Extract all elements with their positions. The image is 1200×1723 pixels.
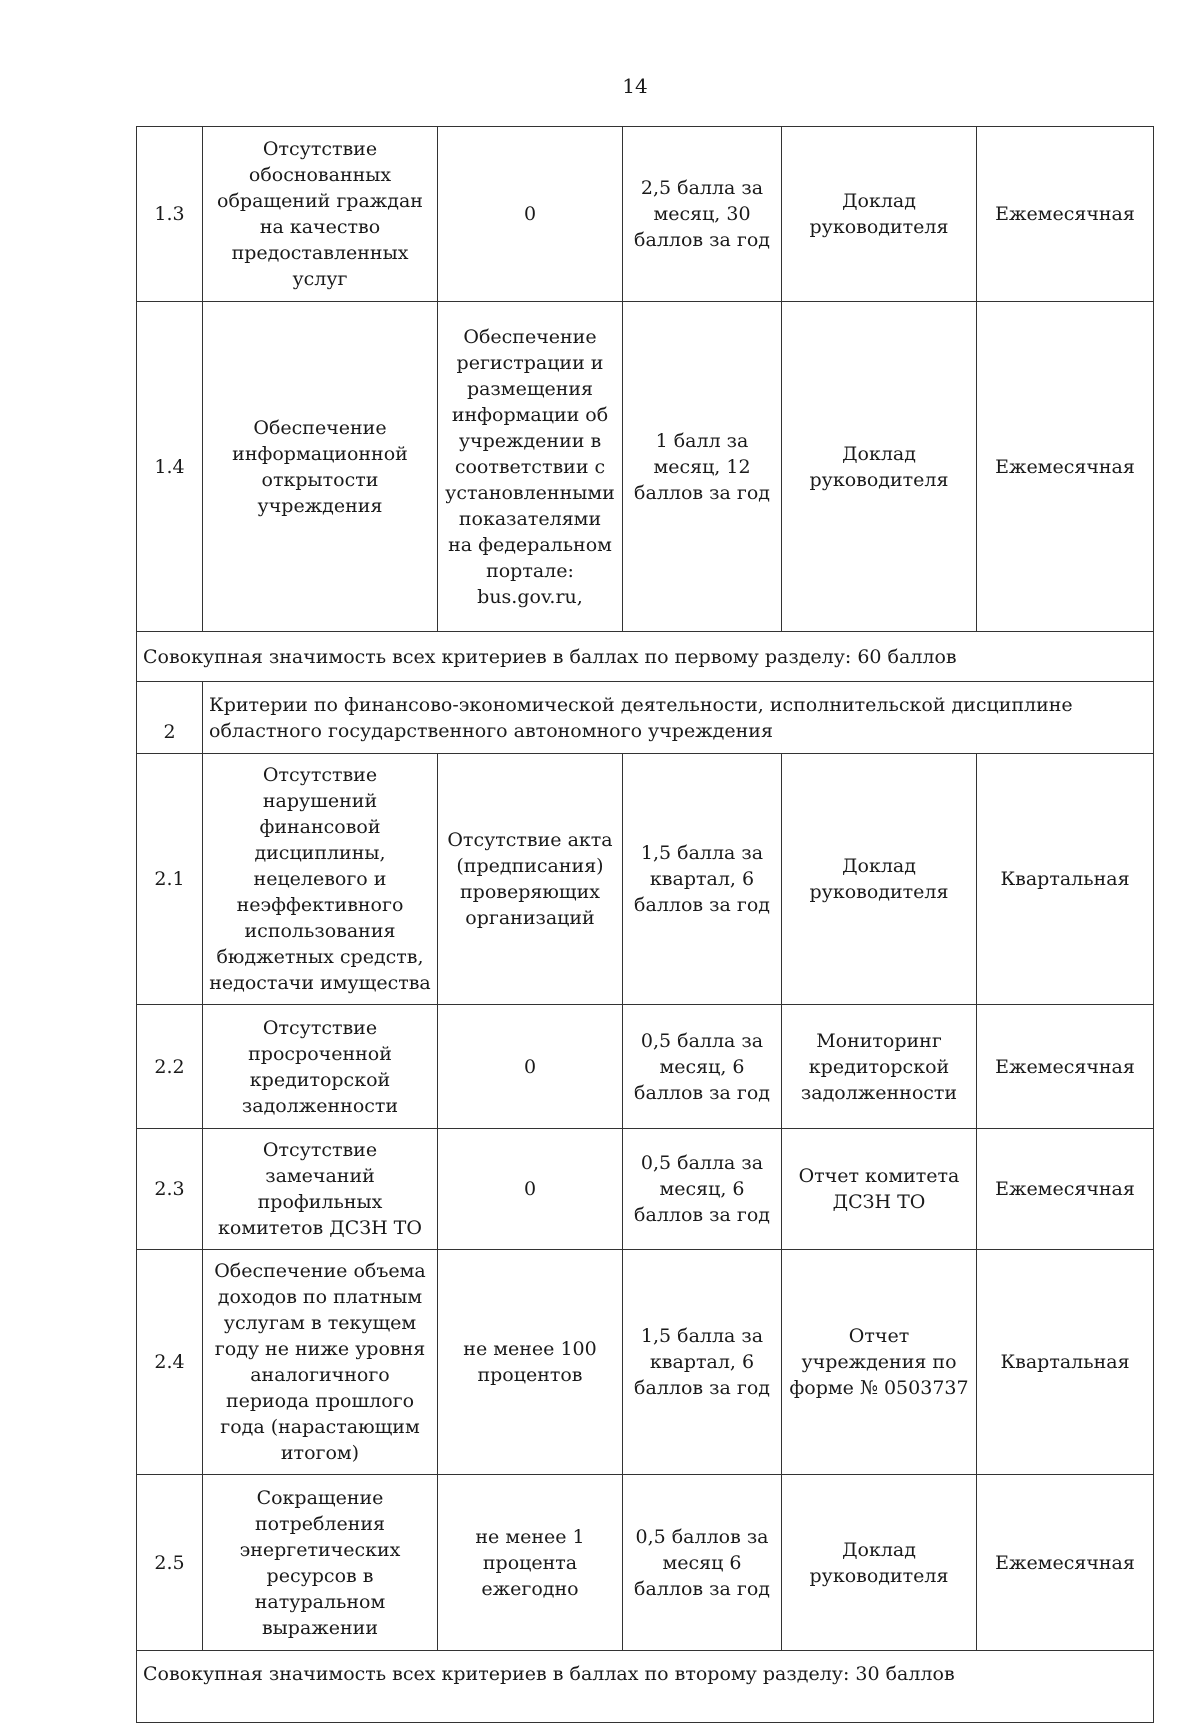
frequency-cell: Квартальная [977,1250,1154,1475]
criterion-cell: Обеспечение информационной открытости учреждения [203,302,438,632]
source-cell: Доклад руководителя [782,302,977,632]
indicator-cell: 0 [438,1129,623,1250]
section-2-total: Совокупная значимость всех критериев в баллах по второму разделу: 30 баллов [137,1651,1154,1723]
source-cell: Мониторинг кредиторской задолженности [782,1005,977,1129]
table-row [137,1250,1154,1475]
row-number: 2.3 [137,1129,203,1250]
points-cell: 1,5 балла за квартал, 6 баллов за год [623,1250,782,1475]
criterion-cell: Отсутствие просроченной кредиторской задолженности [203,1005,438,1129]
row-number: 1.4 [137,302,203,632]
frequency-cell: Ежемесячная [977,1005,1154,1129]
section-total-row [137,1651,1154,1723]
table-row [137,1475,1154,1651]
section-total-row [137,632,1154,682]
page-number: 14 [622,74,648,98]
points-cell: 0,5 балла за месяц, 6 баллов за год [623,1005,782,1129]
indicator-cell: Обеспечение регистрации и размещения информации об учреждении в соответствии с установленными показателями на федеральном портале: bus.gov.ru, [438,302,623,632]
source-cell: Доклад руководителя [782,127,977,302]
source-cell: Доклад руководителя [782,754,977,1005]
frequency-cell: Ежемесячная [977,127,1154,302]
criteria-table [136,126,1154,1723]
criterion-cell: Обеспечение объема доходов по платным услугам в текущем году не ниже уровня аналогичного периода прошлого года (нарастающим итогом) [203,1250,438,1475]
row-number: 2.1 [137,754,203,1005]
points-cell: 1,5 балла за квартал, 6 баллов за год [623,754,782,1005]
table-row [137,302,1154,632]
criterion-cell: Отсутствие нарушений финансовой дисциплины, нецелевого и неэффективного использования бюджетных средств, недостачи имущества [203,754,438,1005]
section-number: 2 [137,682,203,754]
indicator-cell: 0 [438,1005,623,1129]
frequency-cell: Ежемесячная [977,1129,1154,1250]
row-number: 2.4 [137,1250,203,1475]
criterion-cell: Сокращение потребления энергетических ресурсов в натуральном выражении [203,1475,438,1651]
indicator-cell: не менее 1 процента ежегодно [438,1475,623,1651]
frequency-cell: Квартальная [977,754,1154,1005]
source-cell: Отчет комитета ДСЗН ТО [782,1129,977,1250]
frequency-cell: Ежемесячная [977,302,1154,632]
row-number: 2.5 [137,1475,203,1651]
table-row [137,127,1154,302]
indicator-cell: не менее 100 процентов [438,1250,623,1475]
row-number: 1.3 [137,127,203,302]
section-header-row [137,682,1154,754]
points-cell: 1 балл за месяц, 12 баллов за год [623,302,782,632]
points-cell: 2,5 балла за месяц, 30 баллов за год [623,127,782,302]
section-title: Критерии по финансово-экономической деятельности, исполнительской дисциплине областного государственного автономного учреждения [203,682,1154,754]
section-1-total: Совокупная значимость всех критериев в баллах по первому разделу: 60 баллов [137,632,1154,682]
table-row [137,1005,1154,1129]
table-row [137,754,1154,1005]
points-cell: 0,5 балла за месяц, 6 баллов за год [623,1129,782,1250]
points-cell: 0,5 баллов за месяц 6 баллов за год [623,1475,782,1651]
indicator-cell: Отсутствие акта (предписания) проверяющих организаций [438,754,623,1005]
criterion-cell: Отсутствие обоснованных обращений граждан на качество предоставленных услуг [203,127,438,302]
row-number: 2.2 [137,1005,203,1129]
criterion-cell: Отсутствие замечаний профильных комитетов ДСЗН ТО [203,1129,438,1250]
indicator-cell: 0 [438,127,623,302]
table-row [137,1129,1154,1250]
source-cell: Отчет учреждения по форме № 0503737 [782,1250,977,1475]
frequency-cell: Ежемесячная [977,1475,1154,1651]
source-cell: Доклад руководителя [782,1475,977,1651]
